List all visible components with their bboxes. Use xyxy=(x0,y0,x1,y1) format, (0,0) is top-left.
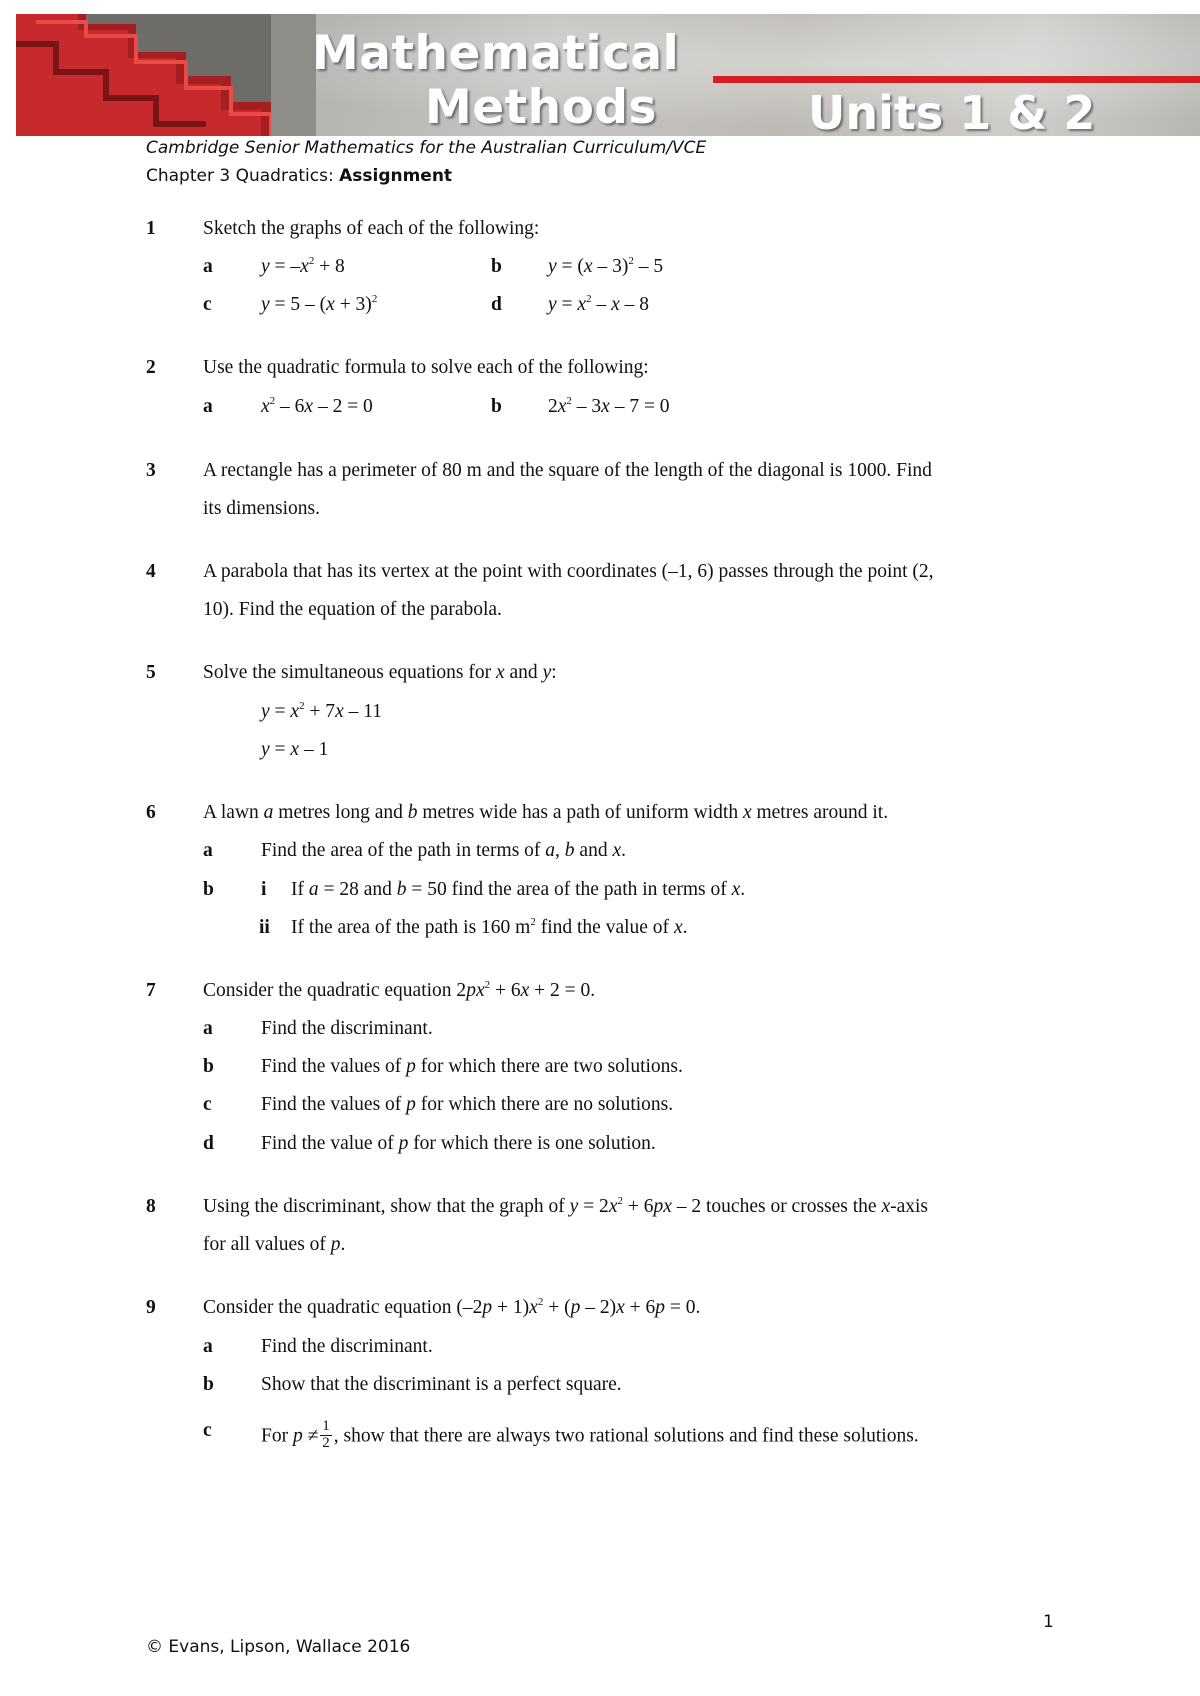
question-7-number: 7 xyxy=(146,980,156,1001)
q9-part-c-text: For p ≠ $\frac{1}{2}$ , show that there are always two rational solutions and find these solutions. xyxy=(261,1418,919,1451)
q5-text-before: Solve the simultaneous equations for xyxy=(203,662,496,683)
q2-part-b-label: b xyxy=(491,396,502,417)
q9-part-c-suffix: , show that there are always two rational solutions and find these solutions. xyxy=(333,1425,919,1447)
q1-part-c-equation: $y = 5 - (x + 3)^2$ xyxy=(261,293,378,315)
q6-part-b-label: b xyxy=(203,879,214,900)
question-9-number: 9 xyxy=(146,1297,156,1318)
q1-part-d-label: d xyxy=(491,294,502,315)
q8-line-2-prefix: for all values of xyxy=(203,1234,331,1255)
header-banner xyxy=(16,14,1200,136)
q5-equation-1: $y = x^2 + 7x - 11$ xyxy=(261,700,382,722)
q7-part-a-label: a xyxy=(203,1018,213,1039)
q6-part-b-i-label: i xyxy=(261,879,267,900)
one-half-fraction: $\frac{1}{2}$ xyxy=(322,1418,330,1451)
q9-part-a-text: Find the discriminant. xyxy=(261,1336,433,1357)
question-7-text: Consider the quadratic equation $2px^2 + 6x + 2 = 0$. xyxy=(203,979,596,1001)
q1-part-a-label: a xyxy=(203,256,213,277)
q1-part-b-equation: y = (x – 3)$^2$ – 5 xyxy=(548,255,664,277)
q1-part-c-label: c xyxy=(203,294,212,315)
banner-title-mathematical: Mathematical xyxy=(312,26,680,81)
q9-part-a-label: a xyxy=(203,1336,213,1357)
q7-part-d-label: d xyxy=(203,1133,214,1154)
question-9-text: Consider the quadratic equation $(-2p + 1)x^2 + (p - 2)x + 6p = 0$. xyxy=(203,1296,701,1318)
q6-part-b-ii-text: If the area of the path is 160 $m^2$ find the value of x. xyxy=(291,916,688,938)
question-8-line-2: for all values of p. xyxy=(203,1234,346,1255)
q1-part-a-equation: $y = -x^2 + 8$ xyxy=(261,255,345,277)
q7-part-a-text: Find the discriminant. xyxy=(261,1018,433,1039)
q5-text-and: and xyxy=(504,662,543,683)
banner-red-rule xyxy=(713,76,1200,83)
q9-part-b-label: b xyxy=(203,1374,214,1395)
page-number: 1 xyxy=(1043,1612,1054,1632)
series-title: Cambridge Senior Mathematics for the Australian Curriculum/VCE xyxy=(146,138,707,158)
q5-text-colon: : xyxy=(551,662,557,683)
question-5-number: 5 xyxy=(146,662,156,683)
q6-part-a-label: a xyxy=(203,840,213,861)
q5-var-x: x xyxy=(496,662,505,683)
q1-part-b-label: b xyxy=(491,256,502,277)
question-6-number: 6 xyxy=(146,802,156,823)
q2-part-a-equation: $x^2 - 6x - 2 = 0$ xyxy=(261,395,373,417)
banner-title-methods: Methods xyxy=(425,80,657,135)
q7-part-b-text: Find the values of p for which there are two solutions. xyxy=(261,1056,683,1077)
q6-part-b-ii-label: ii xyxy=(259,917,270,938)
question-3-number: 3 xyxy=(146,460,156,481)
chapter-assignment-label: Assignment xyxy=(339,166,453,186)
staircase-image xyxy=(16,14,316,136)
question-8-number: 8 xyxy=(146,1196,156,1217)
q7-part-d-text: Find the value of p for which there is one solution. xyxy=(261,1133,656,1154)
q6-part-a-text: Find the area of the path in terms of a, b and x. xyxy=(261,840,626,861)
question-2-text: Use the quadratic formula to solve each of the following: xyxy=(203,357,649,378)
copyright-notice: © Evans, Lipson, Wallace 2016 xyxy=(146,1637,411,1657)
q7-part-c-label: c xyxy=(203,1094,212,1115)
q2-part-b-equation: $2x^2 - 3x - 7 = 0$ xyxy=(548,395,670,417)
question-5-text xyxy=(203,663,557,683)
question-4-number: 4 xyxy=(146,561,156,582)
question-3-line-1: A rectangle has a perimeter of 80 m and the square of the length of the diagonal is 1000. Find xyxy=(203,460,932,481)
q5-equation-2: y = x – 1 xyxy=(261,739,329,760)
q9-part-b-text: Show that the discriminant is a perfect square. xyxy=(261,1374,622,1395)
q6-part-b-i-text: If a = 28 and b = 50 find the area of the path in terms of x. xyxy=(291,879,746,900)
q9-part-c-prefix: For xyxy=(261,1425,293,1447)
q5-var-y: y xyxy=(542,662,552,683)
question-4-line-2: 10). Find the equation of the parabola. xyxy=(203,599,502,620)
chapter-title xyxy=(146,166,452,186)
chapter-prefix: Chapter 3 Quadratics: xyxy=(146,166,340,186)
question-1-number: 1 xyxy=(146,218,156,239)
question-3-line-2: its dimensions. xyxy=(203,498,321,519)
banner-units: Units 1 & 2 xyxy=(808,86,1096,136)
question-1-text: Sketch the graphs of each of the following: xyxy=(203,218,540,239)
q2-part-a-label: a xyxy=(203,396,213,417)
question-2-number: 2 xyxy=(146,357,156,378)
q1-part-d-equation: $y = x^2 - x - 8$ xyxy=(548,293,649,315)
question-6-text: A lawn a metres long and b metres wide has a path of uniform width x metres around it. xyxy=(203,802,889,823)
q7-part-c-text: Find the values of p for which there are no solutions. xyxy=(261,1094,674,1115)
question-4-line-1: A parabola that has its vertex at the point with coordinates (–1, 6) passes through the point (2, xyxy=(203,561,934,582)
q7-part-b-label: b xyxy=(203,1056,214,1077)
q9-part-c-label: c xyxy=(203,1420,212,1441)
question-8-line-1: Using the discriminant, show that the graph of $y = 2x^2 + 6px - 2$ touches or crosses the x-axis xyxy=(203,1195,929,1217)
